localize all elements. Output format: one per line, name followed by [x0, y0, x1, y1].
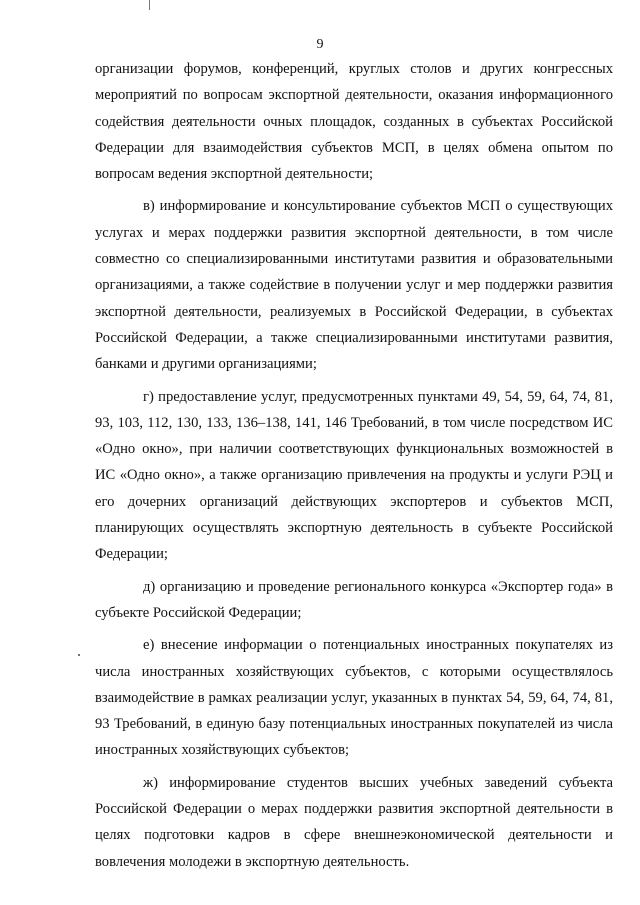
paragraph-item-v: в) информирование и консультирование субъектов МСП о существующих услугах и мерах поддержки развития экспортной деятельности, в том числе совместно со специализированными институтами развития и образовательными организациями, а также содействие в получении услуг и мер поддержки развития экспортной деятельности, реализуемых в Российской Федерации, в субъектах Российской Федерации, а также специализированными институтами развития, банками и другими организациями; — [95, 198, 613, 373]
paragraph-item-zh: ж) информирование студентов высших учебных заведений субъекта Российской Федерации о мерах поддержки развития экспортной деятельности в целях подготовки кадров в сфере внешнеэкономической деятельности и вовлечения молодежи в экспортную деятельность. — [95, 774, 613, 870]
paragraph-item-d: д) организацию и проведение регионального конкурса «Экспортер года» в субъекте Российской Федерации; — [95, 578, 613, 621]
paragraph-continuation: организации форумов, конференций, круглых столов и других конгрессных мероприятий по вопросам экспортной деятельности, оказания информационного содействия деятельности очных площадок, созданных в субъектах Российской Федерации для взаимодействия субъектов МСП, в целях обмена опытом по вопросам ведения экспортной деятельности; — [95, 61, 613, 183]
scan-artifact-line — [149, 0, 150, 10]
paragraph-item-g: г) предоставление услуг, предусмотренных пунктами 49, 54, 59, 64, 74, 81, 93, 103, 112, 130, 133, 136–138, 141, 146 Требований, в том числе посредством ИС «Одно окно», при наличии соответствующих функциональных возможностей в ИС «Одно окно», а также организацию привлечения на продукты и услуги РЭЦ и его дочерних организаций действующих экспортеров и субъектов МСП, планирующих осуществлять экспортную деятельность в субъекте Российской Федерации; — [95, 388, 613, 563]
page-number: 9 — [316, 37, 324, 52]
scan-artifact-dot — [78, 654, 80, 656]
document-body — [95, 56, 613, 875]
paragraph-item-e: е) внесение информации о потенциальных иностранных покупателях из числа иностранных хозяйствующих субъектов, с которыми осуществлялось взаимодействие в рамках реализации услуг, указанных в пунктах 54, 59, 64, 74, 81, 93 Требований, в единую базу потенциальных иностранных покупателей из числа иностранных хозяйствующих субъектов; — [95, 637, 613, 759]
